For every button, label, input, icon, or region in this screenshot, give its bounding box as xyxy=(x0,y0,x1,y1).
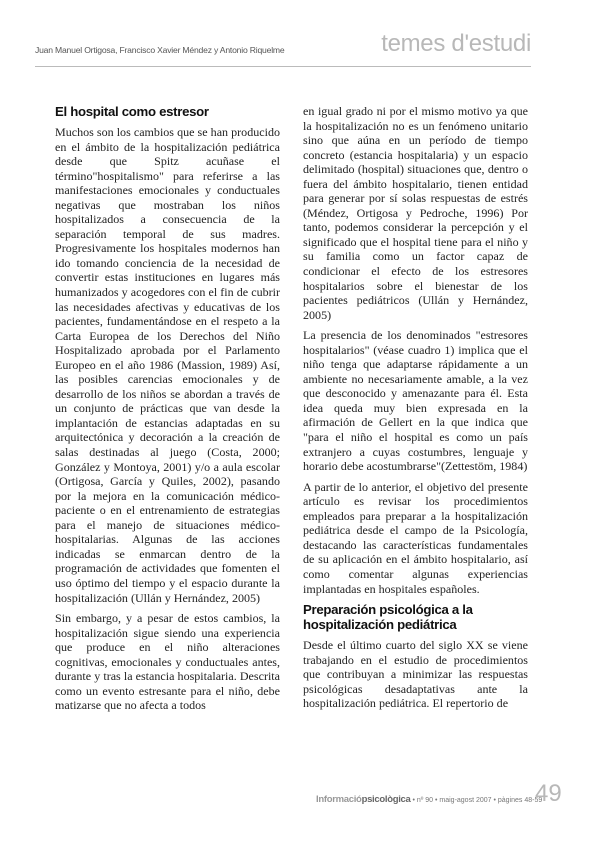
issue-info: • nº 90 • maig-agost 2007 • pàgines 48-59 xyxy=(410,797,543,804)
section-heading-preparacion: Preparación psicológica a la hospitalización pediátrica xyxy=(303,602,473,633)
paragraph: La presencia de los denominados "estresores hospitalarios" (véase cuadro 1) implica que el niño tenga que adaptarse rápidamente a un ambiente no necesariamente amable, a la vez que desconocido y amenazante para él. Esta idea queda muy bien expresada en la afirmación de Gellert en la que indica que "para el niño el hospital es como un país extranjero a cuyas costumbres, lenguaje y horario debe acostumbrarse"(Zettestöm, 1984) xyxy=(303,328,528,474)
page-number: 49 xyxy=(535,780,562,807)
running-header-authors: Juan Manuel Ortigosa, Francisco Xavier Méndez y Antonio Riquelme xyxy=(35,45,285,55)
header-divider xyxy=(35,66,531,67)
footer xyxy=(316,794,542,805)
paragraph: A partir de lo anterior, el objetivo del presente artículo es revisar los procedimientos empleados para preparar a la hospitalización pediátrica desde el campo de la Psicología, destacando las características fundamentales de su aplicación en el ámbito hospitalario, así como comentar algunas experiencias implantadas en hospitales españoles. xyxy=(303,479,528,596)
paragraph: en igual grado ni por el mismo motivo ya que la hospitalización no es un fenómeno unitario sino que aúna en un período de tiempo concreto (estancia hospitalaria) y un espacio delimitado (hospital) situaciones que, dentro o fuera del ámbito hospitalario, tienen entidad para generar por sí solas respuestas de estrés (Méndez, Ortigosa y Pedroche, 1996) Por tanto, podemos considerar la percepción y el significado que el hospital tiene para el niño y su familia como un factor capaz de condicionar el efecto de los estresores hospitalarios sobre el bienestar de los pacientes pediátricos (Ullán y Hernández, 2005) xyxy=(303,104,528,322)
journal-logo: Informaciópsicològica xyxy=(316,794,411,805)
section-title: temes d'estudi xyxy=(381,30,531,57)
right-column xyxy=(303,104,528,717)
section-heading-hospital-estresor: El hospital como estresor xyxy=(55,104,209,119)
paragraph: Muchos son los cambios que se han producido en el ámbito de la hospitalización pediátrica desde que Spitz acuñase el término"hospitalismo" para referirse a las manifestaciones emocionales y conductuales negativas que mostraban los niños hospitalizados a consecuencia de la separación temporal de sus madres. Progresivamente los hospitales modernos han ido tomando conciencia de la necesidad de convertir estas instituciones en lugares más humanizados y acogedores con el fin de cubrir las necesidades afectivas y educativas de los pacientes, fundamentándose en el respeto a la Carta Europea de los Derechos del Niño Hospitalizado aprobada por el Parlamento Europeo en el año 1986 (Massion, 1989) Así, las posibles carencias emocionales y de desarrollo de los niños se abordan a través de un conjunto de prácticas que van desde la implantación de estancias adaptadas en su arquitectónica y decoración a la creación de salas destinadas al juego (Costa, 2000; González y Montoya, 2001) y/o a aula escolar (Ortigosa, García y Quiles, 2002), pasando por la mejora en la comunicación médico-paciente o en el entrenamiento de estrategias para el manejo de situaciones médico-hospitalarias. Algunas de las acciones indicadas se enmarcan dentro de la programación de actividades que fomenten el uso óptimo del tiempo y el espacio durante la hospitalización (Ullán y Hernández, 2005) xyxy=(55,125,280,605)
paragraph: Sin embargo, y a pesar de estos cambios, la hospitalización sigue siendo una experiencia que produce en el niño alteraciones cognitivas, emocionales y conductuales antes, durante y tras la estancia hospitalaria. Descrita como un evento estresante para el niño, debe matizarse que no afecta a todos xyxy=(55,611,280,713)
left-column xyxy=(55,104,280,719)
paragraph: Desde el último cuarto del siglo XX se viene trabajando en el estudio de procedimientos que contribuyan a minimizar las respuestas psicológicas desadaptativas ante la hospitalización pediátrica. El repertorio de xyxy=(303,638,528,711)
